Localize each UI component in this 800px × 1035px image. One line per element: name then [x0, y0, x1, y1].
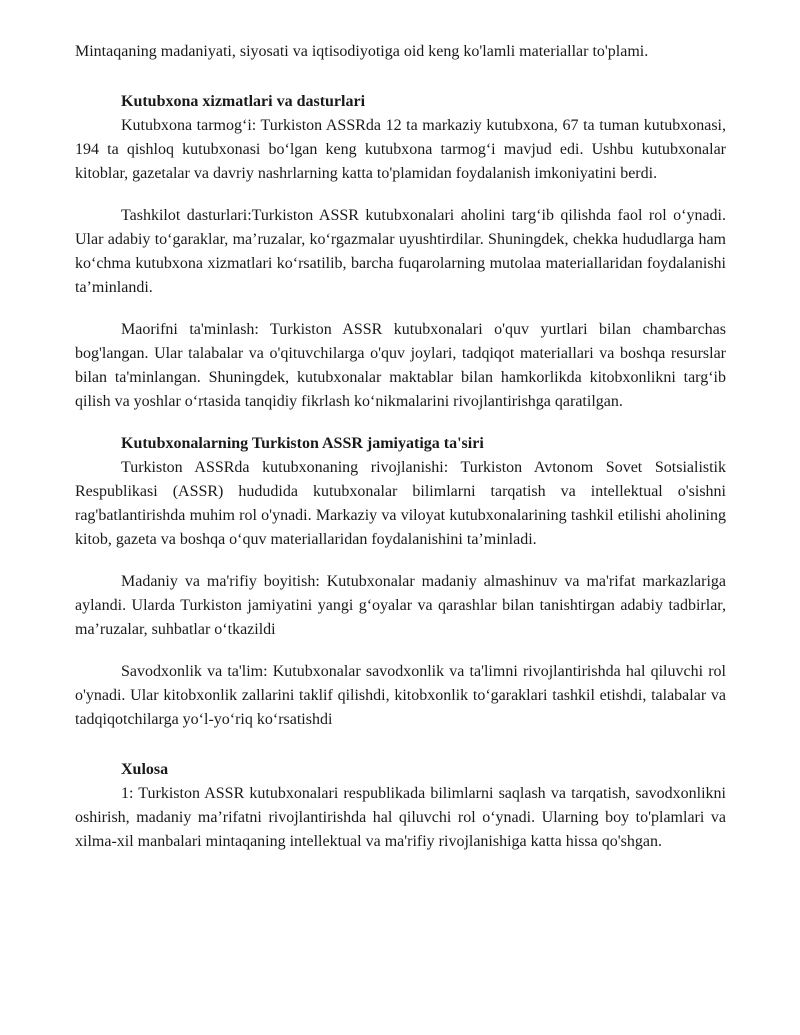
- paragraph-conclusion: 1: Turkiston ASSR kutubxonalari respublikada bilimlarni saqlash va tarqatish, savodxonlikni oshirish, madaniy ma’rifatni rivojlantirishda hal qiluvchi rol o‘ynadi. Ularning boy to'plamlari va xilma-xil manbalari mintaqaning intellektual va ma'rifiy rivojlanishiga katta hissa qo'shgan.: [75, 785, 726, 850]
- section-heading-library-services: Kutubxona xizmatlari va dasturlari: [121, 93, 366, 110]
- paragraph-education-support: Maorifni ta'minlash: Turkiston ASSR kutubxonalari o'quv yurtlari bilan chambarchas bog'langan. Ular talabalar va o'qituvchilarga o'quv joylari, tadqiqot materiallari va boshqa resurslar bilan ta'minlangan. Shuningdek, kutubxonalar maktablar bilan hamkorlikda kitobxonlikni targ‘ib qilish va yoshlar o‘rtasida tanqidiy fikrlash ko‘nikmalarini rivojlantirishga qaratilgan.: [75, 321, 726, 410]
- section-heading-library-impact: Kutubxonalarning Turkiston ASSR jamiyatiga ta'siri: [121, 435, 484, 452]
- section-heading-conclusion: Xulosa: [121, 761, 169, 778]
- paragraph-organization-programs: Tashkilot dasturlari:Turkiston ASSR kutubxonalari aholini targ‘ib qilishda faol rol o‘ynadi. Ular adabiy to‘garaklar, ma’ruzalar, ko‘rgazmalar uyushtirdilar. Shuningdek, chekka hududlarga ham ko‘chma kutubxona xizmatlari ko‘rsatilib, barcha fuqarolarning mutolaa materiallaridan foydalanishi ta’minlandi.: [75, 207, 726, 296]
- paragraph-cultural-enrichment: Madaniy va ma'rifiy boyitish: Kutubxonalar madaniy almashinuv va ma'rifat markazlariga aylandi. Ularda Turkiston jamiyatini yangi g‘oyalar va qarashlar bilan tanishtirgan adabiy tadbirlar, ma’ruzalar, suhbatlar o‘tkazildi: [75, 573, 726, 638]
- document-page: [75, 40, 726, 854]
- paragraph-literacy-education: Savodxonlik va ta'lim: Kutubxonalar savodxonlik va ta'limni rivojlantirishda hal qiluvchi rol o'ynadi. Ular kitobxonlik zallarini taklif qilishdi, kitobxonlik to‘garaklari tashkil etishdi, talabalar va tadqiqotchilarga yo‘l-yo‘riq ko‘rsatishdi: [75, 663, 726, 728]
- intro-continuation-paragraph: Mintaqaning madaniyati, siyosati va iqtisodiyotiga oid keng ko'lamli materiallar to'plami.: [75, 43, 649, 60]
- paragraph-library-development: Turkiston ASSRda kutubxonaning rivojlanishi: Turkiston Avtonom Sovet Sotsialistik Respublikasi (ASSR) hududida kutubxonalar bilimlarni tarqatish va intellektual o'sishni rag'batlantirishda muhim rol o'ynadi. Markaziy va viloyat kutubxonalarining tashkil etilishi aholining kitob, gazeta va boshqa o‘quv materiallaridan foydalanishini ta’minladi.: [75, 459, 726, 548]
- paragraph-library-network: Kutubxona tarmog‘i: Turkiston ASSRda 12 ta markaziy kutubxona, 67 ta tuman kutubxonasi, 194 ta qishloq kutubxonasi bo‘lgan keng kutubxona tarmog‘i mavjud edi. Ushbu kutubxonalar kitoblar, gazetalar va davriy nashrlarning katta to'plamidan foydalanish imkoniyatini berdi.: [75, 117, 726, 182]
